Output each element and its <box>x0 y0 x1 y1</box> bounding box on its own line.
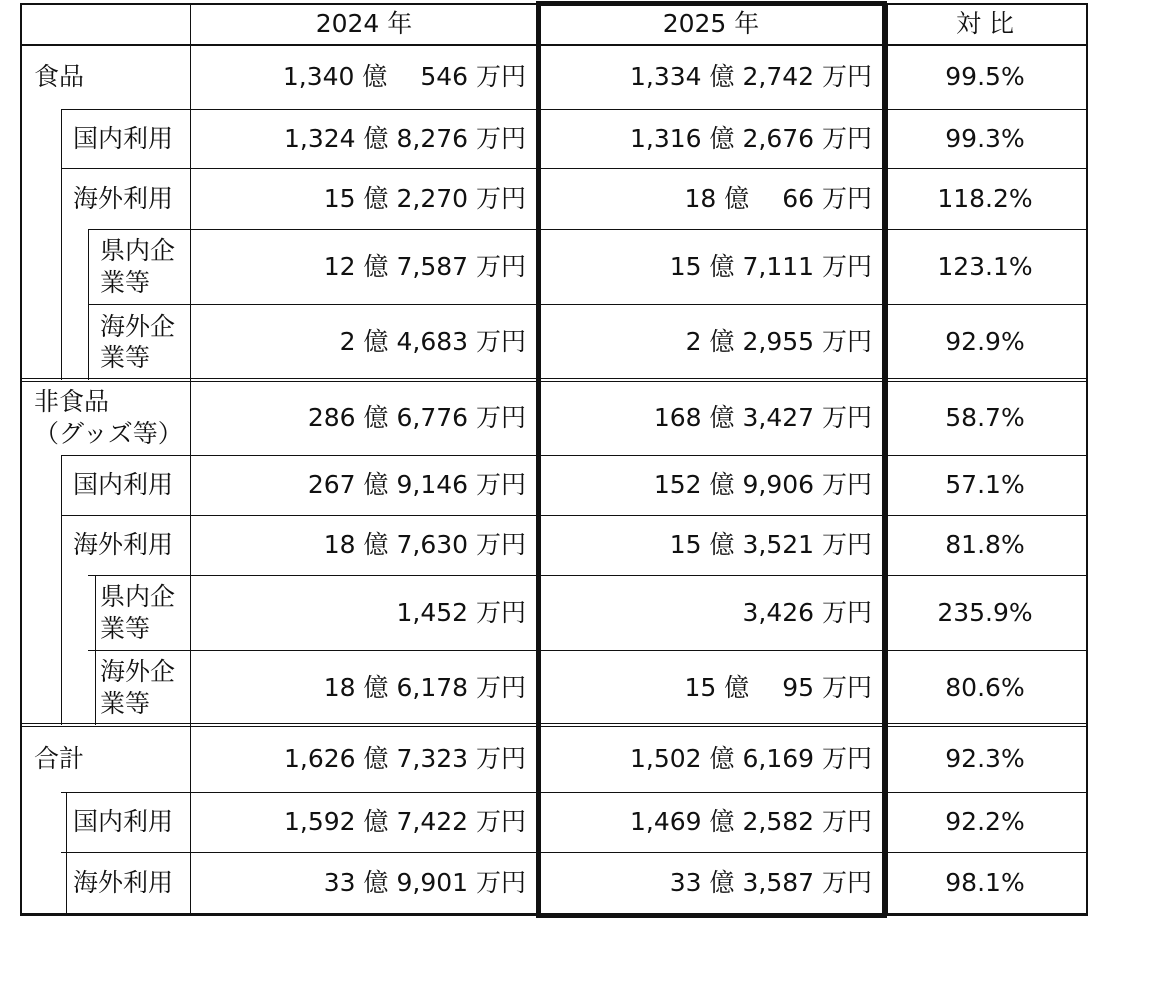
row-label: 海外利用 <box>73 530 174 560</box>
value-2025: 1,334 億 2,742 万円 <box>630 61 872 91</box>
row-divider <box>61 455 1086 456</box>
section-double-line <box>20 723 1086 724</box>
value-2025: 1,469 億 2,582 万円 <box>630 807 872 837</box>
row-label: 海外企 業等 <box>100 311 176 372</box>
indent-line <box>61 109 62 380</box>
value-2024: 18 億 6,178 万円 <box>323 672 526 702</box>
ratio-column-line <box>887 3 888 913</box>
value-2024: 2 億 4,683 万円 <box>339 327 526 357</box>
indent-line <box>61 455 62 725</box>
row-label: 国内利用 <box>73 470 174 500</box>
row-divider <box>61 109 1086 110</box>
ratio-value: 92.3% <box>945 743 1025 773</box>
header-ratio: 対 比 <box>956 8 1014 38</box>
row-divider <box>61 852 1086 853</box>
section-double-line <box>20 381 1086 382</box>
label-column-line <box>190 3 191 913</box>
row-label: 県内企 業等 <box>100 582 176 643</box>
row-label: 国内利用 <box>73 807 174 837</box>
row-divider <box>88 575 1086 576</box>
value-2024: 12 億 7,587 万円 <box>323 251 526 281</box>
value-2024: 33 億 9,901 万円 <box>323 867 526 897</box>
header-bottom-line <box>20 44 1086 46</box>
value-2025: 18 億 66 万円 <box>684 183 872 213</box>
row-divider <box>61 792 1086 793</box>
table-left-border <box>20 3 22 915</box>
ratio-value: 57.1% <box>945 470 1025 500</box>
ratio-value: 99.5% <box>945 61 1025 91</box>
indent-line <box>95 575 96 725</box>
row-divider <box>61 515 1086 516</box>
value-2025: 15 億 7,111 万円 <box>669 251 872 281</box>
row-divider <box>88 650 1086 651</box>
value-2024: 286 億 6,776 万円 <box>307 402 526 432</box>
header-2024: 2024 年 <box>315 8 413 38</box>
ratio-value: 99.3% <box>945 123 1025 153</box>
row-divider <box>88 229 1086 230</box>
indent-line <box>88 229 89 380</box>
row-label: 合計 <box>34 743 85 773</box>
value-2024: 1,626 億 7,323 万円 <box>284 743 526 773</box>
highlight-frame-bottom <box>536 913 887 918</box>
row-label: 海外利用 <box>73 183 174 213</box>
highlight-frame-left <box>536 1 541 917</box>
row-label: 国内利用 <box>73 123 174 153</box>
value-2025: 168 億 3,427 万円 <box>653 402 872 432</box>
section-double-line <box>20 726 1086 727</box>
value-2024: 1,452 万円 <box>396 597 526 627</box>
ratio-value: 123.1% <box>937 251 1033 281</box>
value-2024: 18 億 7,630 万円 <box>323 530 526 560</box>
highlight-frame-right <box>882 1 887 917</box>
value-2024: 1,324 億 8,276 万円 <box>284 123 526 153</box>
ratio-value: 235.9% <box>937 597 1033 627</box>
ratio-value: 118.2% <box>937 183 1033 213</box>
value-2025: 2 億 2,955 万円 <box>685 327 872 357</box>
ratio-value: 58.7% <box>945 402 1025 432</box>
value-2025: 3,426 万円 <box>742 597 872 627</box>
value-2024: 15 億 2,270 万円 <box>323 183 526 213</box>
ratio-value: 98.1% <box>945 867 1025 897</box>
row-divider <box>61 168 1086 169</box>
value-2025: 15 億 95 万円 <box>684 672 872 702</box>
row-label: 海外企 業等 <box>100 657 176 718</box>
row-label: 海外利用 <box>73 867 174 897</box>
value-2025: 33 億 3,587 万円 <box>669 867 872 897</box>
highlight-frame-top <box>536 1 887 6</box>
row-divider <box>88 304 1086 305</box>
row-label: 食品 <box>34 61 85 91</box>
table-right-border <box>1086 3 1088 915</box>
ratio-value: 92.2% <box>945 807 1025 837</box>
value-2025: 1,316 億 2,676 万円 <box>630 123 872 153</box>
indent-line <box>66 792 67 913</box>
ratio-value: 92.9% <box>945 327 1025 357</box>
ratio-value: 80.6% <box>945 672 1025 702</box>
row-label: 県内企 業等 <box>100 236 176 297</box>
value-2025: 1,502 億 6,169 万円 <box>630 743 872 773</box>
row-label: 非食品 （グッズ等） <box>34 387 183 448</box>
header-2025: 2025 年 <box>662 8 760 38</box>
ratio-value: 81.8% <box>945 530 1025 560</box>
section-double-line <box>20 378 1086 379</box>
value-2024: 267 億 9,146 万円 <box>307 470 526 500</box>
value-2025: 15 億 3,521 万円 <box>669 530 872 560</box>
value-2024: 1,592 億 7,422 万円 <box>284 807 526 837</box>
value-2025: 152 億 9,906 万円 <box>653 470 872 500</box>
value-2024: 1,340 億 546 万円 <box>282 61 526 91</box>
